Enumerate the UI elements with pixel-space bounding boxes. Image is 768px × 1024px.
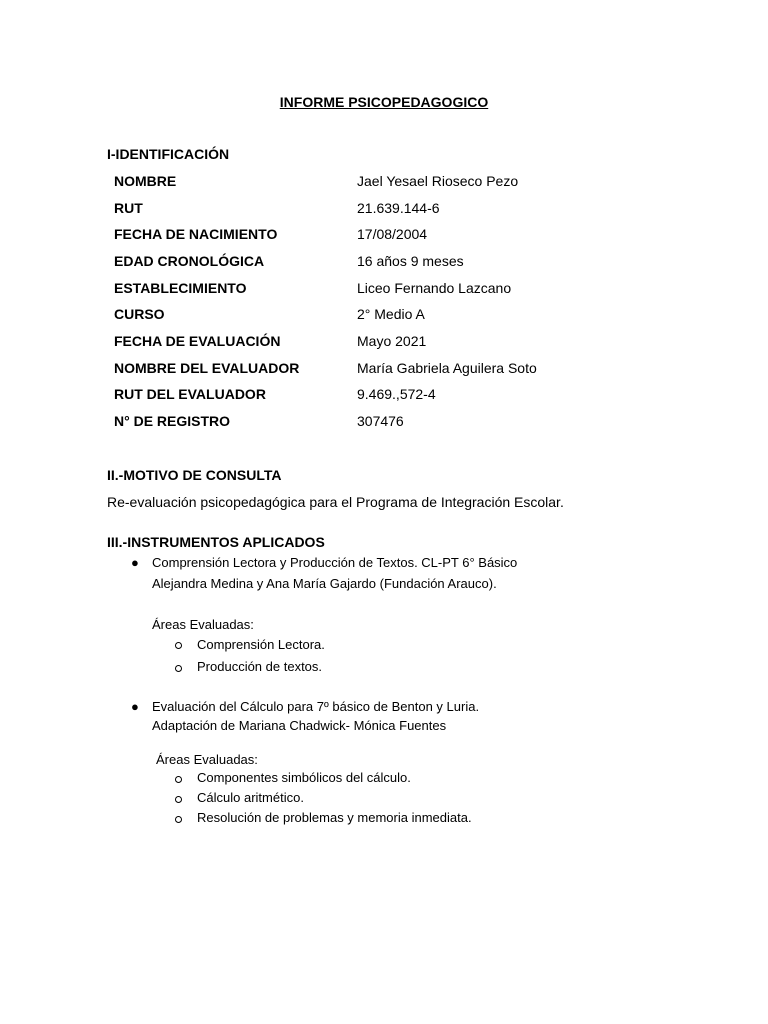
- row-value-rut: 21.639.144-6: [357, 200, 440, 216]
- row-value-curso: 2° Medio A: [357, 306, 425, 322]
- row-value-establecimiento: Liceo Fernando Lazcano: [357, 280, 512, 296]
- row-label-fecha-evaluacion: FECHA DE EVALUACIÓN: [114, 333, 281, 349]
- row-label-curso: CURSO: [114, 306, 165, 322]
- instrument-2-area-3: Resolución de problemas y memoria inmediata.: [197, 810, 472, 825]
- row-label-fecha-nacimiento: FECHA DE NACIMIENTO: [114, 226, 278, 242]
- instrument-2-area-2: Cálculo aritmético.: [197, 790, 304, 805]
- row-label-establecimiento: ESTABLECIMIENTO: [114, 280, 247, 296]
- circle-bullet-icon: [175, 665, 182, 672]
- row-label-rut: RUT: [114, 200, 143, 216]
- row-label-nombre: NOMBRE: [114, 173, 177, 189]
- instrument-2-line1: Evaluación del Cálculo para 7º básico de Benton y Luria.: [152, 699, 480, 714]
- row-value-rut-evaluador: 9.469.,572-4: [357, 386, 436, 402]
- section-motivo-heading: II.-MOTIVO DE CONSULTA: [107, 467, 282, 483]
- row-value-fecha-nacimiento: 17/08/2004: [357, 226, 428, 242]
- instrument-1-line2: Alejandra Medina y Ana María Gajardo (Fundación Arauco).: [152, 576, 497, 591]
- bullet-icon: ●: [131, 555, 139, 570]
- row-label-registro: N° DE REGISTRO: [114, 413, 231, 429]
- row-value-edad: 16 años 9 meses: [357, 253, 464, 269]
- circle-bullet-icon: [175, 776, 182, 783]
- row-value-fecha-evaluacion: Mayo 2021: [357, 333, 427, 349]
- instrument-1-area-2: Producción de textos.: [197, 659, 323, 674]
- instrument-1-area-1: Comprensión Lectora.: [197, 637, 325, 652]
- section-instrumentos-heading: III.-INSTRUMENTOS APLICADOS: [107, 534, 325, 550]
- circle-bullet-icon: [175, 796, 182, 803]
- row-label-rut-evaluador: RUT DEL EVALUADOR: [114, 386, 266, 402]
- circle-bullet-icon: [175, 816, 182, 823]
- instrument-2-areas-label: Áreas Evaluadas:: [156, 752, 258, 767]
- section-identificacion-heading: I-IDENTIFICACIÓN: [107, 146, 230, 162]
- row-label-evaluador: NOMBRE DEL EVALUADOR: [114, 360, 300, 376]
- report-title: INFORME PSICOPEDAGOGICO: [279, 94, 489, 110]
- circle-bullet-icon: [175, 642, 182, 649]
- instrument-1-line1: Comprensión Lectora y Producción de Textos. CL-PT 6° Básico: [152, 555, 518, 570]
- row-value-nombre: Jael Yesael Rioseco Pezo: [357, 173, 519, 189]
- instrument-1-areas-label: Áreas Evaluadas:: [152, 617, 254, 632]
- row-label-edad: EDAD CRONOLÓGICA: [114, 253, 265, 269]
- row-value-registro: 307476: [357, 413, 404, 429]
- row-value-evaluador: María Gabriela Aguilera Soto: [357, 360, 537, 376]
- instrument-2-area-1: Componentes simbólicos del cálculo.: [197, 770, 411, 785]
- bullet-icon: ●: [131, 699, 139, 714]
- motivo-text: Re-evaluación psicopedagógica para el Programa de Integración Escolar.: [107, 494, 564, 510]
- instrument-2-line2: Adaptación de Mariana Chadwick- Mónica Fuentes: [152, 718, 447, 733]
